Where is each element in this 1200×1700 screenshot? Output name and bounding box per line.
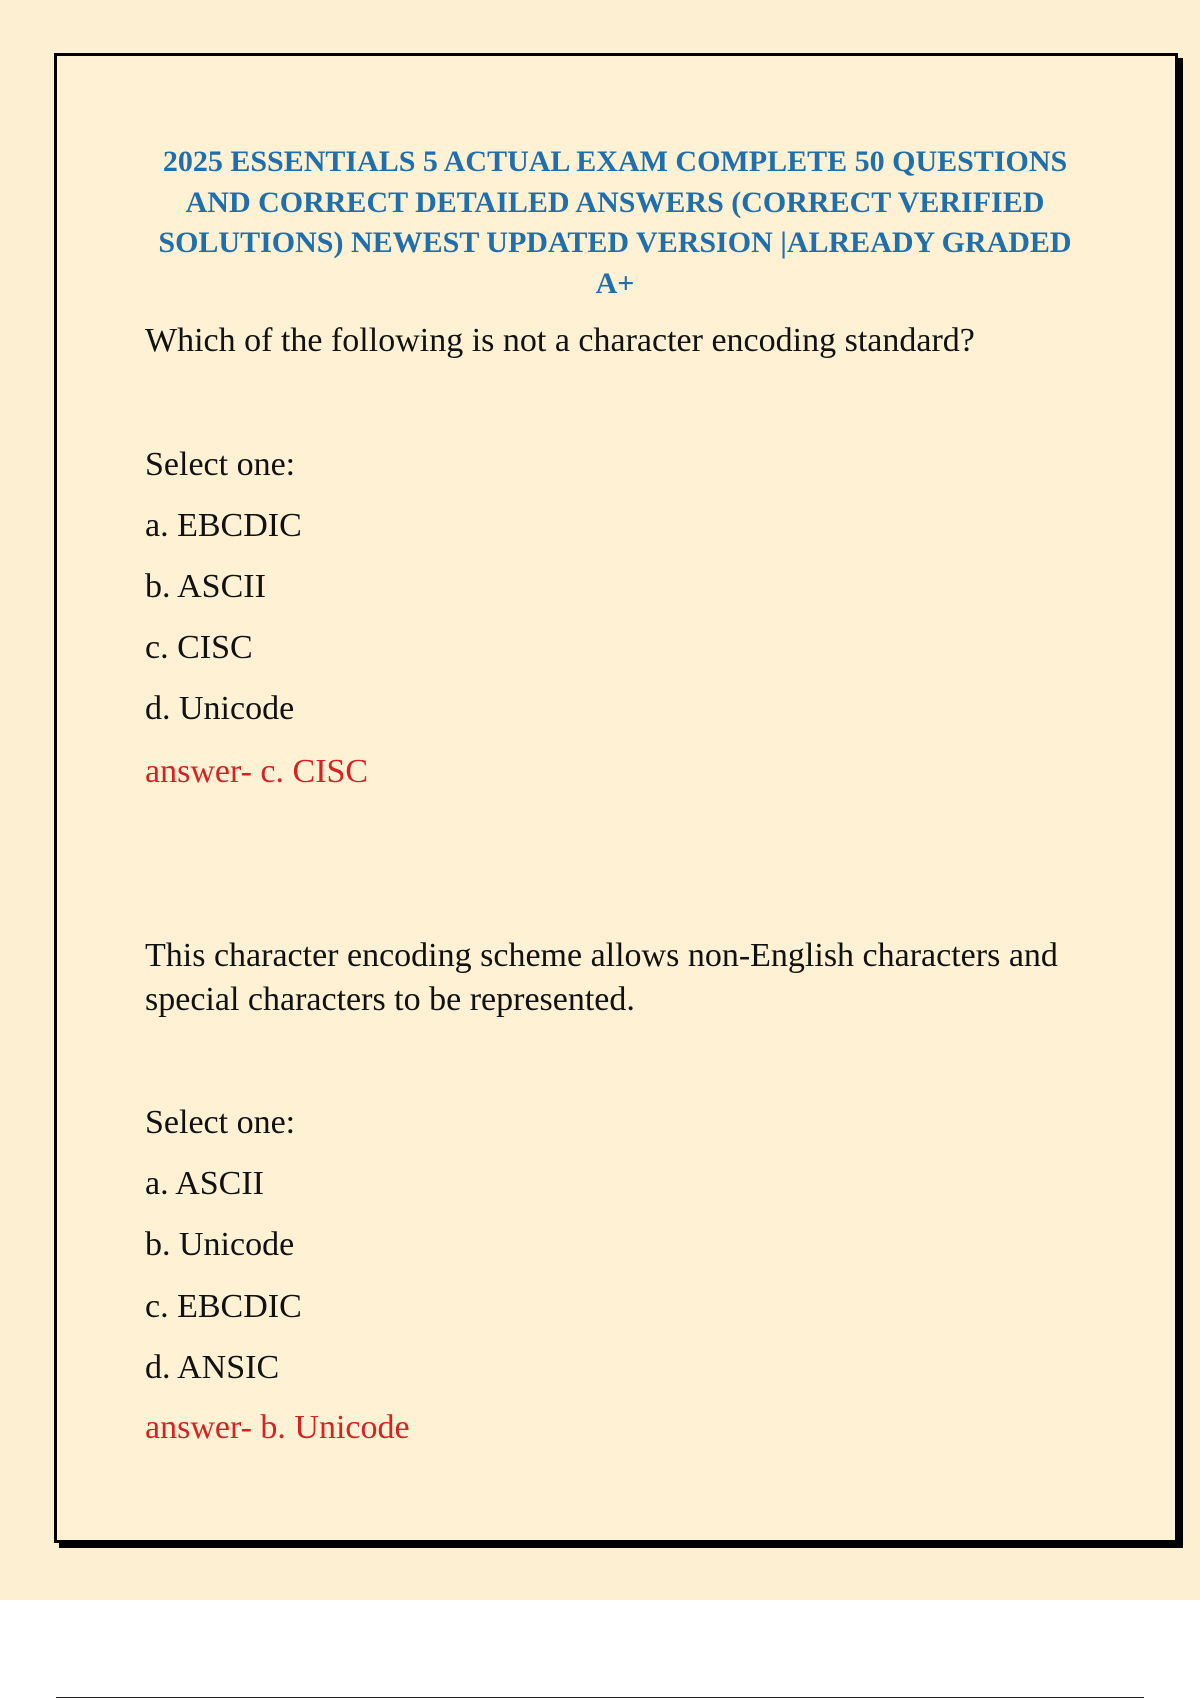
question-2-text: This character encoding scheme allows non-English characters and special characters to be represented. (145, 937, 1058, 1018)
question-1-prompt: Select one: (145, 446, 296, 483)
question-1-option-c: c. CISC (145, 629, 253, 666)
question-2-option-b: b. Unicode (145, 1226, 295, 1263)
question-2-prompt: Select one: (145, 1104, 296, 1141)
question-1-option-b: b. ASCII (145, 568, 266, 605)
document-title: 2025 ESSENTIALS 5 ACTUAL EXAM COMPLETE 50 QUESTIONS AND CORRECT DETAILED ANSWERS (CORRECT VERIFIED SOLUTIONS) NEWEST UPDATED VERSION |ALREADY GRADED A+ (158, 145, 1072, 300)
question-1-text: Which of the following is not a character encoding standard? (145, 322, 975, 359)
question-2-option-d: d. ANSIC (145, 1349, 280, 1386)
question-2-option-c: c. EBCDIC (145, 1288, 302, 1325)
question-1-option-a: a. EBCDIC (145, 507, 302, 544)
question-2-answer: answer- b. Unicode (145, 1409, 410, 1446)
question-1-answer: answer- c. CISC (145, 753, 369, 790)
question-2-option-a: a. ASCII (145, 1165, 264, 1202)
footer-divider (56, 1697, 1144, 1698)
question-1-option-d: d. Unicode (145, 690, 295, 727)
